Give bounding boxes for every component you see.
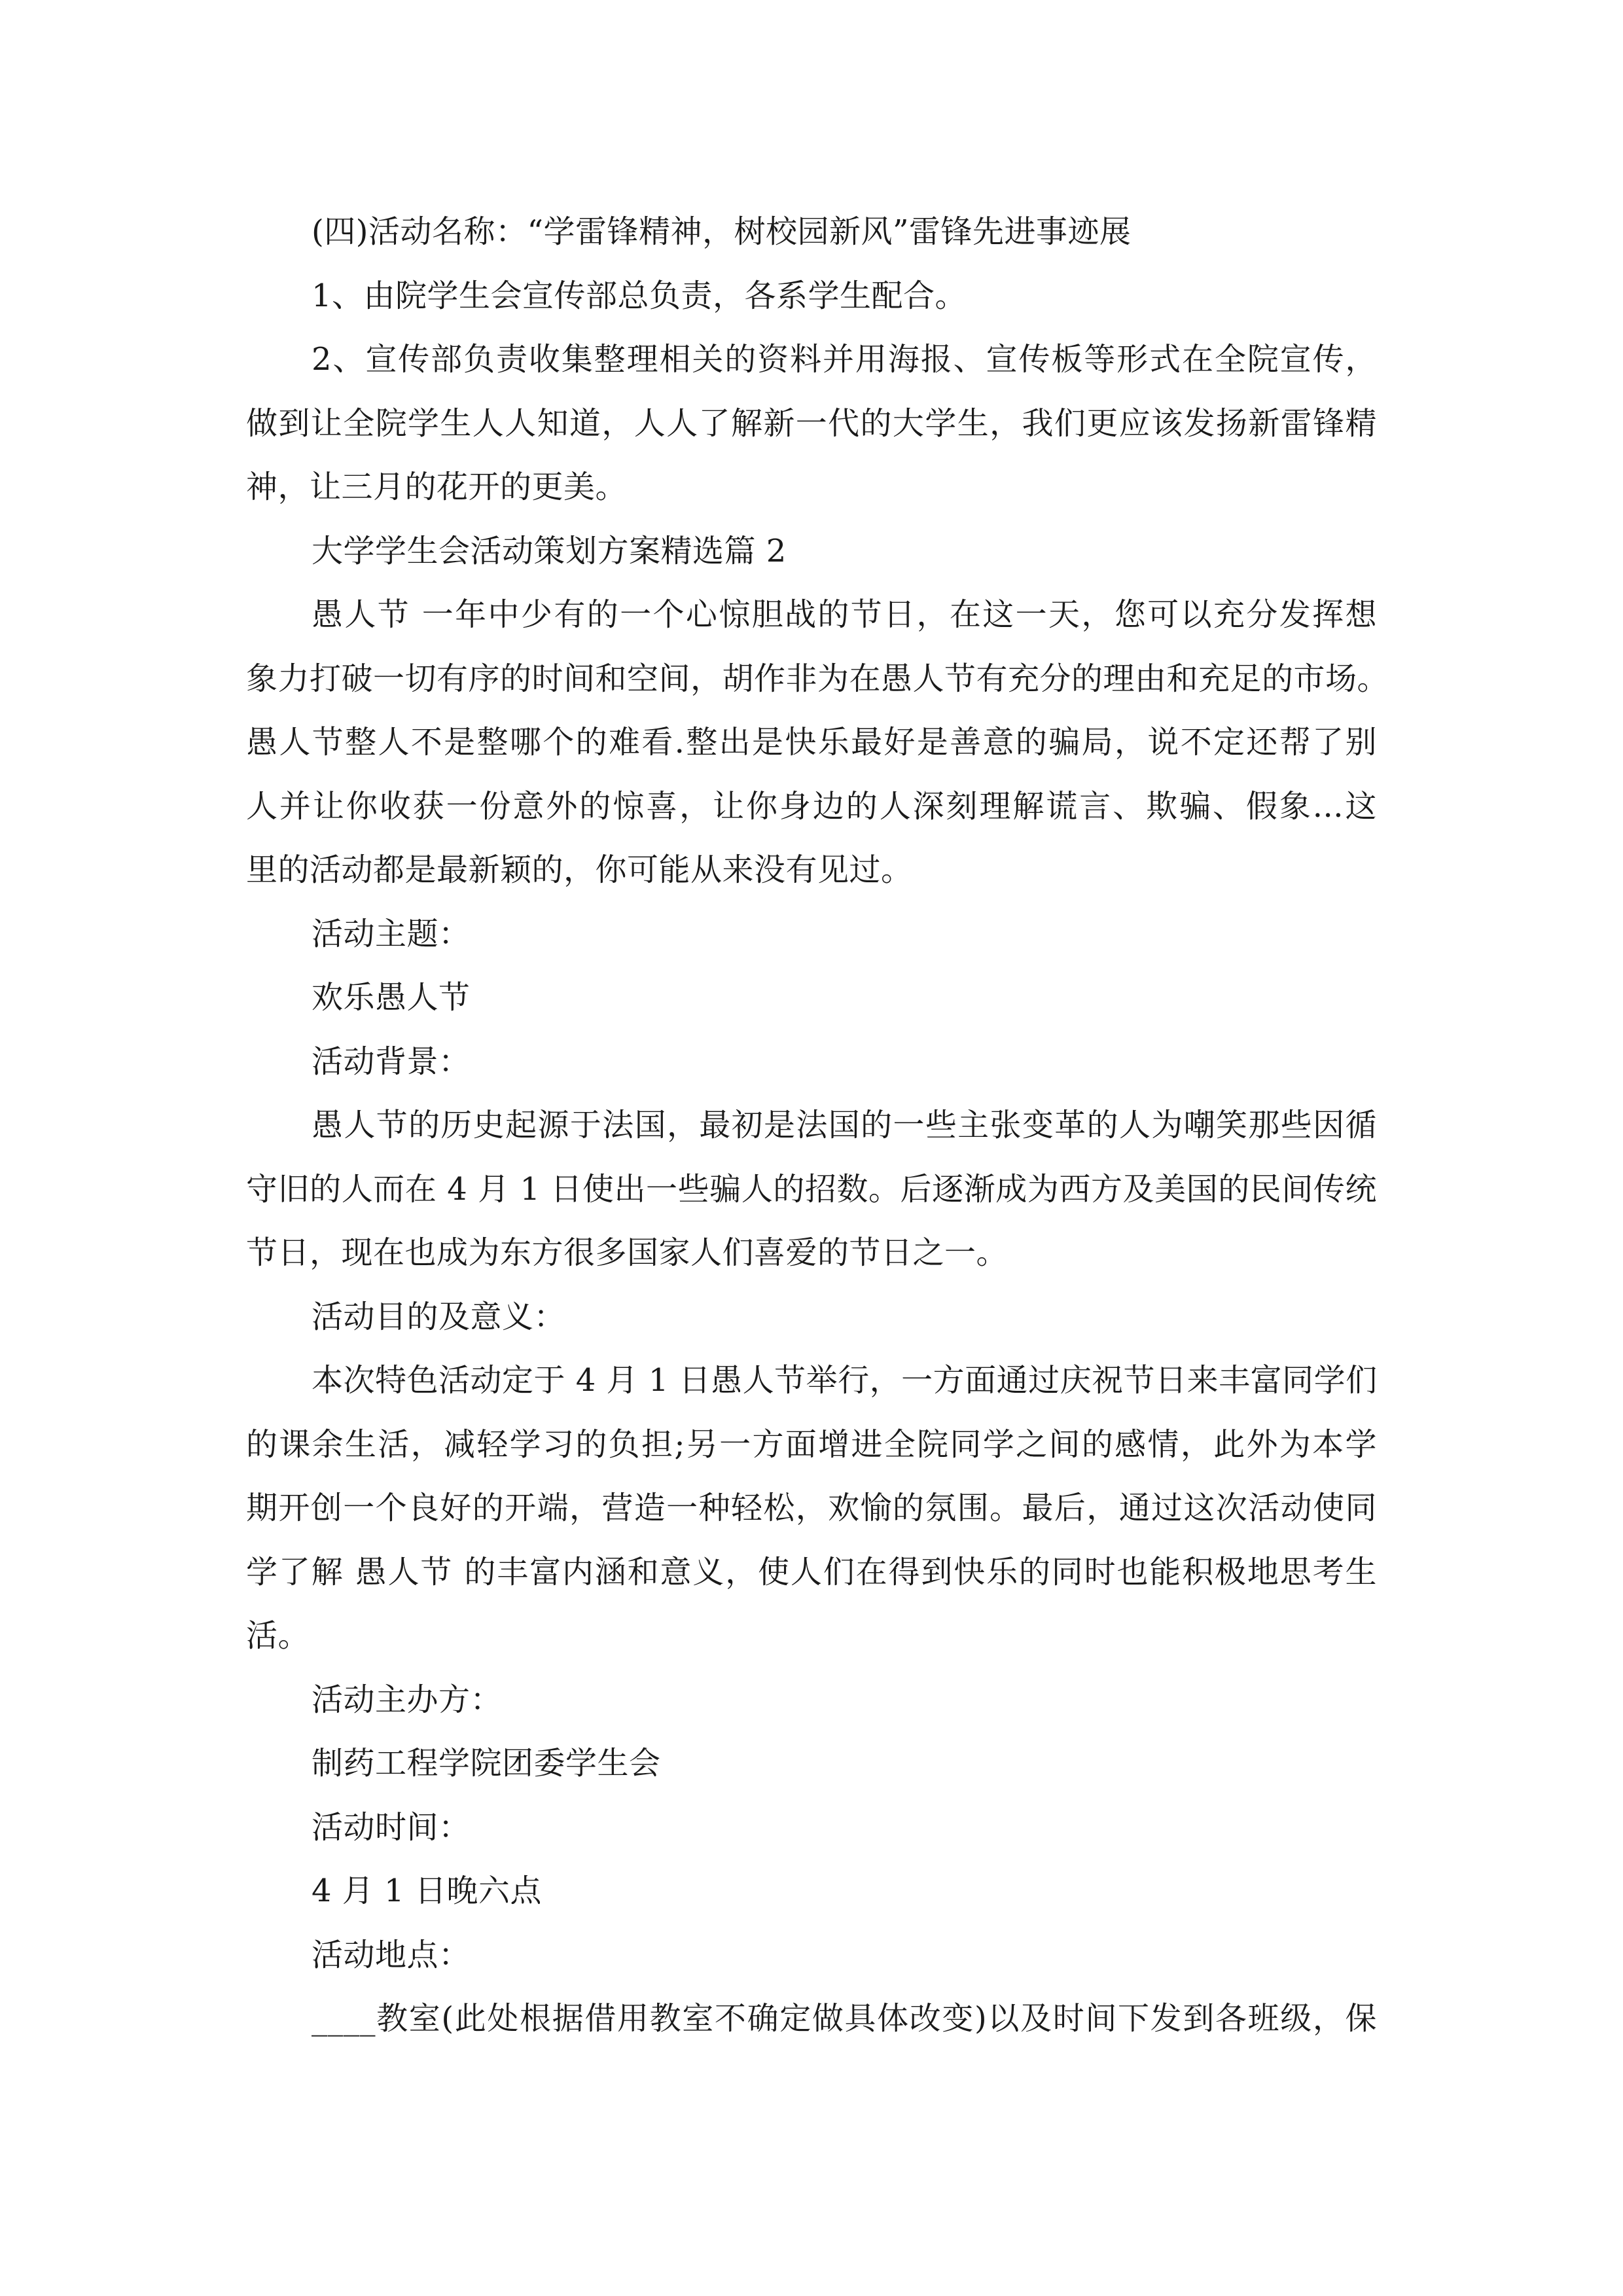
text-line: 大学学生会活动策划方案精选篇 2 [312, 532, 787, 569]
text-line: 活动时间： [312, 1808, 471, 1846]
text-line: ____教室(此处根据借用教室不确定做具体改变)以及时间下发到各班级，保 [312, 2000, 1377, 2037]
text-line: 愚人节整人不是整哪个的难看.整出是快乐最好是善意的骗局，说不定还帮了别 [246, 724, 1377, 761]
text-line: 愚人节的历史起源于法国，最初是法国的一些主张变革的人为嘲笑那些因循 [312, 1107, 1377, 1143]
text-line: 人并让你收获一份意外的惊喜，让你身边的人深刻理解谎言、欺骗、假象...这 [246, 787, 1377, 825]
text-line: 4 月 1 日晚六点 [312, 1873, 542, 1909]
text-line: 活。 [246, 1617, 310, 1654]
text-line: 愚人节 一年中少有的一个心惊胆战的节日，在这一天，您可以充分发挥想 [312, 596, 1377, 633]
text-line: 守旧的人而在 4 月 1 日使出一些骗人的招数。后逐渐成为西方及美国的民间传统 [246, 1170, 1377, 1208]
text-line: 欢乐愚人节 [312, 979, 471, 1016]
text-line: 节日，现在也成为东方很多国家人们喜爱的节日之一。 [246, 1234, 1008, 1271]
text-line: 制药工程学院团委学生会 [312, 1745, 661, 1782]
text-line: 神，让三月的花开的更美。 [246, 469, 628, 505]
text-line: 活动目的及意义： [312, 1298, 566, 1335]
text-line: 活动主办方： [312, 1681, 503, 1718]
text-line: (四)活动名称：“学雷锋精神，树校园新风”雷锋先进事迹展 [312, 213, 1132, 250]
text-line: 本次特色活动定于 4 月 1 日愚人节举行，一方面通过庆祝节日来丰富同学们 [312, 1362, 1378, 1399]
text-line: 里的活动都是最新颖的，你可能从来没有见过。 [246, 852, 913, 888]
text-line: 期开创一个良好的开端，营造一种轻松，欢愉的氛围。最后，通过这次活动使同 [246, 1490, 1377, 1526]
text-line: 1、由院学生会宣传部总负责，各系学生配合。 [312, 277, 967, 314]
text-line: 学了解 愚人节 的丰富内涵和意义，使人们在得到快乐的同时也能积极地思考生 [246, 1553, 1377, 1590]
text-line: 象力打破一切有序的时间和空间，胡作非为在愚人节有充分的理由和充足的市场。 [246, 660, 1389, 697]
text-line: 活动地点： [312, 1936, 471, 1973]
text-line: 2、宣传部负责收集整理相关的资料并用海报、宣传板等形式在全院宣传， [312, 341, 1377, 378]
text-line: 做到让全院学生人人知道，人人了解新一代的大学生，我们更应该发扬新雷锋精 [246, 404, 1377, 442]
document-body [246, 200, 1389, 2051]
text-line: 活动主题： [312, 915, 471, 952]
text-line: 的课余生活，减轻学习的负担;另一方面增进全院同学之间的感情，此外为本学 [246, 1426, 1377, 1463]
text-line: 活动背景： [312, 1043, 471, 1080]
